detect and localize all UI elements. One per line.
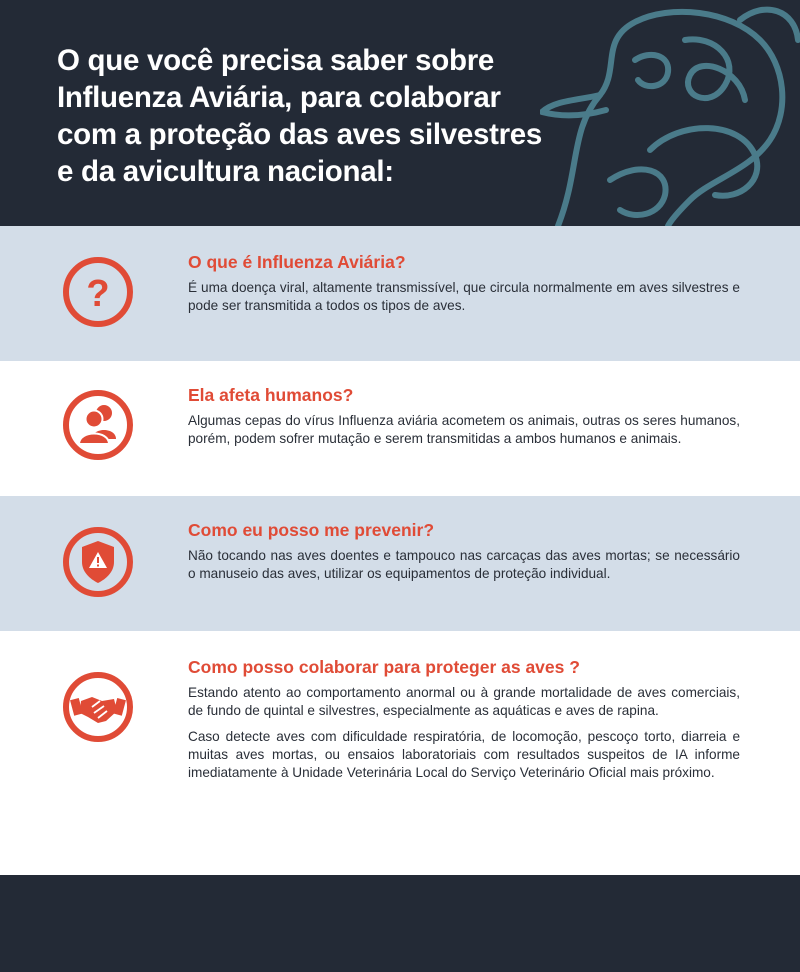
section-title: Ela afeta humanos? (188, 385, 354, 405)
footer-band (0, 875, 800, 972)
title-line: O que você precisa saber sobre (57, 44, 494, 77)
header-banner (0, 0, 800, 226)
section-text: Não tocando nas aves doentes e tampouco nas carcaças das aves mortas; se necessário o manuseio das aves, utilizar os equipamentos de proteção individual. (188, 548, 740, 581)
svg-text:?: ? (86, 273, 110, 315)
section-what-is (0, 226, 800, 361)
section-prevention (0, 496, 800, 631)
section-text: É uma doença viral, altamente transmissível, que circula normalmente em aves silvestres e pode ser transmitida a todos os tipos de aves. (188, 280, 740, 313)
section-title: O que é Influenza Aviária? (188, 252, 406, 272)
handshake-icon (62, 671, 134, 743)
section-affects-humans (0, 361, 800, 496)
title-line: Influenza Aviária, para colaborar (57, 81, 501, 114)
page-title (57, 42, 617, 190)
bird-line-art-icon (540, 0, 800, 226)
section-title: Como eu posso me prevenir? (188, 520, 435, 540)
section-collaborate (0, 631, 800, 875)
section-text: Algumas cepas do vírus Influenza aviária acometem os animais, outras os seres humanos, porém, podem sofrer mutação e serem transmitidas a ambos humanos e animais. (188, 413, 740, 446)
title-line: e da avicultura nacional: (57, 155, 394, 188)
section-title: Como posso colaborar para proteger as aves ? (188, 657, 580, 677)
section-text: Estando atento ao comportamento anormal ou à grande mortalidade de aves comerciais, de fundo de quintal e silvestres, especialmente as aquáticas e aves de rapina. (188, 685, 740, 718)
people-icon (62, 389, 134, 461)
shield-warning-icon (62, 526, 134, 598)
section-text: Caso detecte aves com dificuldade respiratória, de locomoção, pescoço torto, diarreia e muitas aves mortas, ou ensaios laboratoriais com resultados suspeitos de IA informe imediatamente à Unidade Veterinária Local do Serviço Veterinário Oficial mais próximo. (188, 729, 740, 780)
question-icon (62, 256, 134, 328)
title-line: com a proteção das aves silvestres (57, 118, 543, 151)
